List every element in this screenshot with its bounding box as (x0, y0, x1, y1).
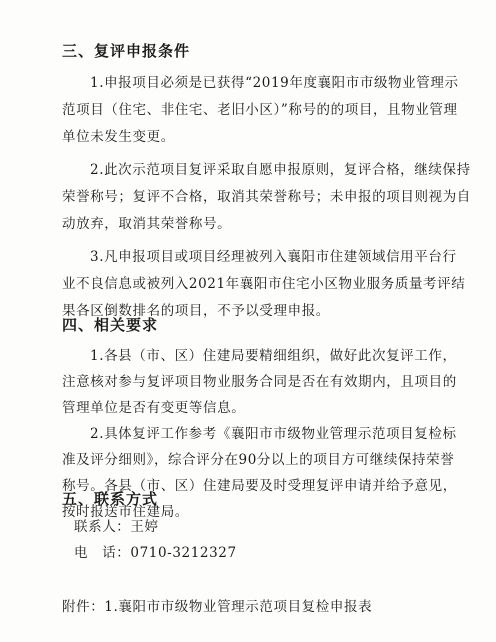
section-4-line-3: 管理单位是否有变更等信息。 (62, 400, 246, 416)
attachment-line: 附件：1.襄阳市市级物业管理示范项目复检申报表 (62, 599, 373, 615)
contact-person: 联系人：王婷 (74, 519, 159, 535)
section-4-line-4: 2.具体复评工作参考《襄阳市市级物业管理示范项目复检标 (90, 426, 457, 442)
section-4-heading: 四、相关要求 (62, 316, 159, 334)
section-5-heading: 五、联系方式 (62, 490, 159, 508)
section-3-heading: 三、复评申报条件 (62, 42, 191, 60)
section-3-line-4: 2.此次示范项目复评采取自愿申报原则，复评合格，继续保持 (90, 162, 471, 178)
section-3-line-3: 单位未发生变更。 (62, 129, 175, 145)
section-4-line-1: 1.各县（市、区）住建局要精细组织，做好此次复评工作， (90, 348, 457, 364)
section-3-line-5: 荣誉称号；复评不合格，取消其荣誉称号；未申报的项目则视为自 (62, 189, 471, 205)
section-3-line-6: 动放弃，取消其荣誉称号。 (62, 216, 232, 232)
section-3-line-2: 范项目（住宅、非住宅、老旧小区）”称号的的项目，且物业管理 (62, 102, 458, 118)
section-4-line-6: 称号。各县（市、区）住建局要及时受理复评申请并给予意见， (62, 478, 457, 494)
section-3-line-1: 1.申报项目必须是已获得“2019年度襄阳市市级物业管理示 (90, 75, 459, 91)
section-3-line-7: 3.凡申报项目或项目经理被列入襄阳市住建领域信用平台行 (90, 249, 457, 265)
section-3-line-8: 业不良信息或被列入2021年襄阳市住宅小区物业服务质量考评结 (62, 276, 466, 292)
section-4-line-2: 注意核对参与复评项目物业服务合同是否在有效期内，且项目的 (62, 374, 457, 390)
contact-phone: 电 话：0710-3212327 (74, 545, 237, 561)
section-4-line-7: 按时报送市住建局。 (62, 504, 189, 520)
section-3-line-9: 果各区倒数排名的项目，不予以受理申报。 (62, 303, 330, 319)
section-4-line-5: 准及评分细则》，综合评分在90分以上的项目方可继续保持荣誉 (62, 452, 455, 468)
